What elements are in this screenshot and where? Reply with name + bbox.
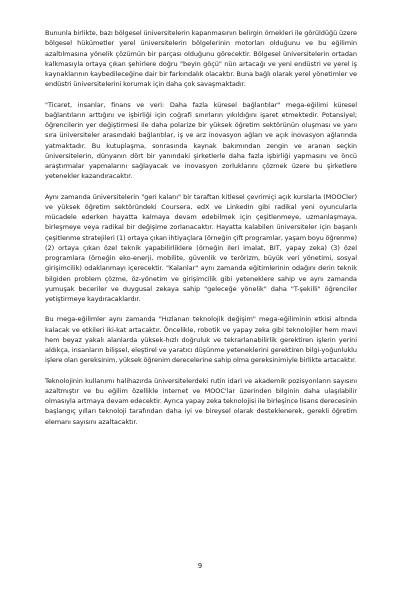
paragraph-2: "Ticaret, insanlar, finans ve veri: Daha fazla küresel bağlantılar" mega-eğilimi küresel bağlantıların arttığını ve işbirliği için coğrafi sınırların yıkıldığını işaret etmektedir. Potansiyel; öğrencilerin yer değiştirmesi ile daha polarize bir yüksek öğretim sektörünün oluşması ve yanı sıra üniversiteler arasındaki bağlantılar, iş ve arz inovasyon ağları ve açık inovasyon ağlarında yatmaktadır. Bu kutuplaşma, sonrasında kaynak bakımından zengin ve aranan seçkin üniversitelerin, dünyanın dört bir yanındaki şirketlerle daha fazla işbirliği yapmasını ve öncü araştırmalar yapmalarını sağlayacak ve inovasyon zorluklarını çözmek üzere bu şirketlere yetenekler kazandıracaktır. [45, 100, 357, 181]
paragraph-3: Aynı zamanda üniversitelerin "geri kalanı" bir taraftan kitlesel çevrimiçi açık kurslarla (MOOCler) ve yüksek öğretim sektöründeki Coursera, edX ve LinkedIn gibi radikal yeni oyuncularla mücadele ederken hayatta kalmaya devam edebilmek için çeşitlenmeye, uzmanlaşmaya, birleşmeye veya radikal bir değişime zorlanacaktır. Hayatta kalabilen üniversiteler için başarılı çeşitlenme stratejileri (1) ortaya çıkan ihtiyaçlara (örneğin çift programlar, yaşam boyu öğrenme) (2) ortaya çıkan özel teknik yapabilirliklere (örneğin ileri imalat, BIT, yapay zeka) (3) özel programlara (örneğin eko-enerji, mobilite, güvenlik ve terörizm, büyük veri yönetimi, sosyal girişimcilik) odaklanmayı içerecektir. "Kalanlar" aynı zamanda eğitimlerinin odağını derin teknik bilgiden problem çözme, öz-yönetim ve girişimcilik gibi yeteneklere sahip ve aynı zamanda yumuşak beceriler ve duygusal zekaya sahip "geleceğe yönelik" daha "T-şekilli" öğrenciler yetiştirmeye kaydıracaklardır. [45, 192, 357, 303]
paragraph-5: Teknolojinin kullanımı halihazırda üniversitelerdeki rutin idari ve akademik pozisyonların sayısını azaltmıştır ve bu eğilim özellikle internet ve MOOC'lar üzerinden bilginin daha ulaşılabilir olmasıyla artmaya devam edecektir. Ayrıca yapay zeka teknolojisi ile birleşince lisans derecesinin başlangıç yılları teknoloji tarafından daha iyi ve bireysel olarak desteklenerek, gerekli öğretim elemanı sayısını azaltacaktır. [45, 376, 357, 426]
paragraph-4: Bu mega-eğilimler aynı zamanda "Hızlanan teknolojik değişim" mega-eğiliminin etkisi altında kalacak ve etkileri iki-kat artacaktır. Öncelikle, robotik ve yapay zeka gibi teknolojiler hem mavi hem beyaz yakalı alanlarda yüksek-hızlı doğruluk ve tekrarlanabilirlik gerektiren işlerin yerini aldıkça, insanların bilişsel, eleştirel ve yaratıcı düşünme yeteneklerini gerektiren bilgi-yoğunluklu işlere olan gereksinim, yüksek öğrenim derecelerine sahip olma gereksinimiyle birlikte artacaktır. [45, 315, 357, 365]
page-number: 9 [197, 562, 203, 570]
paragraph-1: Bununla birlikte, bazı bölgesel üniversitelerin kapanmasının belirgin örnekleri ile görüldüğü üzere bölgesel hükümetler yerel üniversitelerin bölgelerinin motorları olduğunu ve bu eğilimin azaltılmasına yönelik çözümün bir parçası olduğunu görecektir. Bölgesel üniversitelerin ortadan kalkmasıyla ortaya çıkan şehirlere doğru "beyin göçü" nün artacağı ve yeni endüstri ve yerel iş kaynaklarının kaybedileceğine dair bir farkındalık olacaktır. Buna bağlı olarak yerel yönetimler ve endüstri üniversitelerini korumak için daha çok savaşmaktadır. [45, 29, 357, 89]
